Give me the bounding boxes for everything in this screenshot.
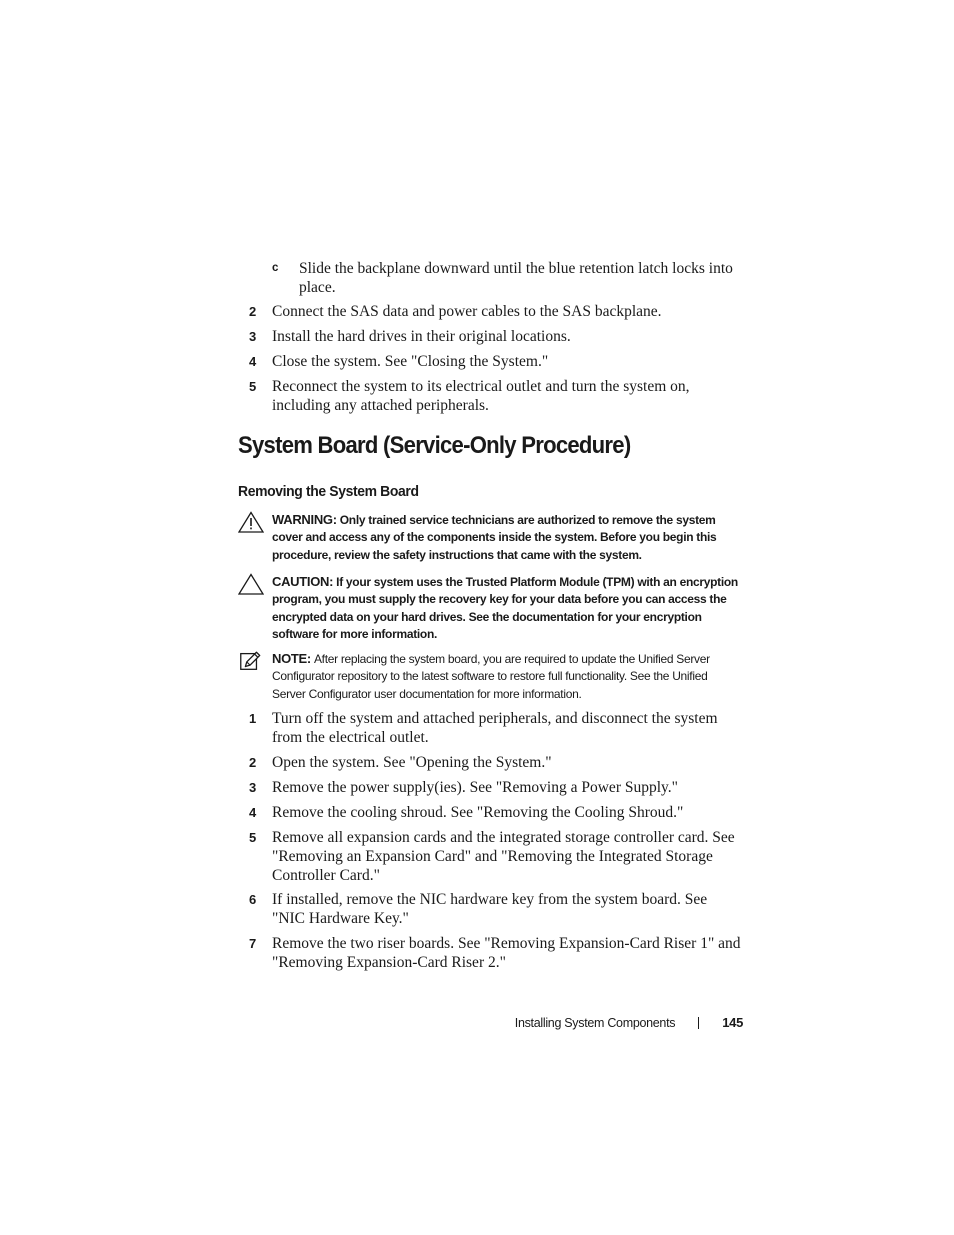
step-number: 2 bbox=[249, 755, 257, 770]
footer-section-title: Installing System Components bbox=[514, 1015, 676, 1030]
note-pencil-icon bbox=[238, 650, 262, 672]
warning-notice bbox=[238, 511, 743, 564]
step-text: Remove the power supply(ies). See "Removing a Power Supply." bbox=[272, 779, 678, 796]
warning-text: Only trained service technicians are authorized to remove the system cover and access any of the components inside the system. Before you begin this procedure, review the safety instructions that came with the system. bbox=[272, 513, 717, 562]
page-number: 145 bbox=[722, 1015, 743, 1030]
list-item bbox=[238, 302, 743, 321]
step-number: 1 bbox=[249, 711, 257, 726]
step-number: 3 bbox=[249, 780, 257, 795]
step-number: 2 bbox=[249, 304, 257, 319]
list-item bbox=[238, 352, 743, 371]
step-number: 7 bbox=[249, 936, 257, 951]
list-item bbox=[238, 327, 743, 346]
list-item bbox=[238, 709, 743, 747]
step-number: 3 bbox=[249, 329, 257, 344]
step-number: 5 bbox=[249, 379, 257, 394]
step-text: Close the system. See "Closing the System." bbox=[272, 353, 549, 370]
step-text: Connect the SAS data and power cables to the SAS backplane. bbox=[272, 303, 662, 320]
step-text: Install the hard drives in their original locations. bbox=[272, 328, 571, 345]
list-item bbox=[238, 753, 743, 772]
step-text: Remove all expansion cards and the integrated storage controller card. See "Removing an Expansion Card" and "Removing the Integrated Storage Controller Card." bbox=[272, 829, 735, 884]
warning-label: WARNING: bbox=[272, 512, 337, 527]
warning-body bbox=[272, 511, 743, 564]
note-text: After replacing the system board, you are required to update the Unified Server Configurator repository to the latest software to restore full functionality. See the Unified Server Configurator user documentation for more information. bbox=[272, 652, 710, 701]
caution-body bbox=[272, 573, 743, 643]
section-title: System Board (Service-Only Procedure) bbox=[238, 432, 631, 459]
step-text: Remove the cooling shroud. See "Removing the Cooling Shroud." bbox=[272, 804, 684, 821]
warning-triangle-icon bbox=[238, 511, 264, 533]
step-text: Slide the backplane downward until the blue retention latch locks into place. bbox=[299, 260, 733, 296]
step-number: c bbox=[272, 262, 279, 274]
subsection-title: Removing the System Board bbox=[238, 483, 419, 500]
list-item bbox=[238, 377, 743, 415]
caution-label: CAUTION: bbox=[272, 574, 334, 589]
step-number: 4 bbox=[249, 805, 257, 820]
step-text: Reconnect the system to its electrical outlet and turn the system on, including any attached peripherals. bbox=[272, 378, 690, 414]
footer-divider bbox=[698, 1017, 699, 1029]
step-text: Remove the two riser boards. See "Removing Expansion-Card Riser 1" and "Removing Expansion-Card Riser 2." bbox=[272, 935, 741, 971]
caution-notice bbox=[238, 573, 743, 643]
caution-text: If your system uses the Trusted Platform Module (TPM) with an encryption program, you must supply the recovery key for your data before you can access the encrypted data on your hard drives. See the documentation for your encryption software for more information. bbox=[272, 575, 738, 641]
note-notice bbox=[238, 650, 743, 703]
list-item bbox=[238, 803, 743, 822]
step-number: 5 bbox=[249, 830, 257, 845]
list-item bbox=[238, 828, 743, 885]
list-item bbox=[238, 259, 743, 297]
step-text: If installed, remove the NIC hardware key from the system board. See "NIC Hardware Key." bbox=[272, 891, 708, 927]
step-number: 6 bbox=[249, 892, 257, 907]
step-number: 4 bbox=[249, 354, 257, 369]
note-label: NOTE: bbox=[272, 651, 311, 666]
caution-triangle-icon bbox=[238, 573, 264, 595]
list-item bbox=[238, 934, 743, 972]
note-body bbox=[272, 650, 743, 703]
page-footer bbox=[450, 1015, 743, 1030]
list-item bbox=[238, 778, 743, 797]
list-item bbox=[238, 890, 743, 928]
step-text: Turn off the system and attached peripherals, and disconnect the system from the electrical outlet. bbox=[272, 710, 718, 746]
step-text: Open the system. See "Opening the System." bbox=[272, 754, 552, 771]
